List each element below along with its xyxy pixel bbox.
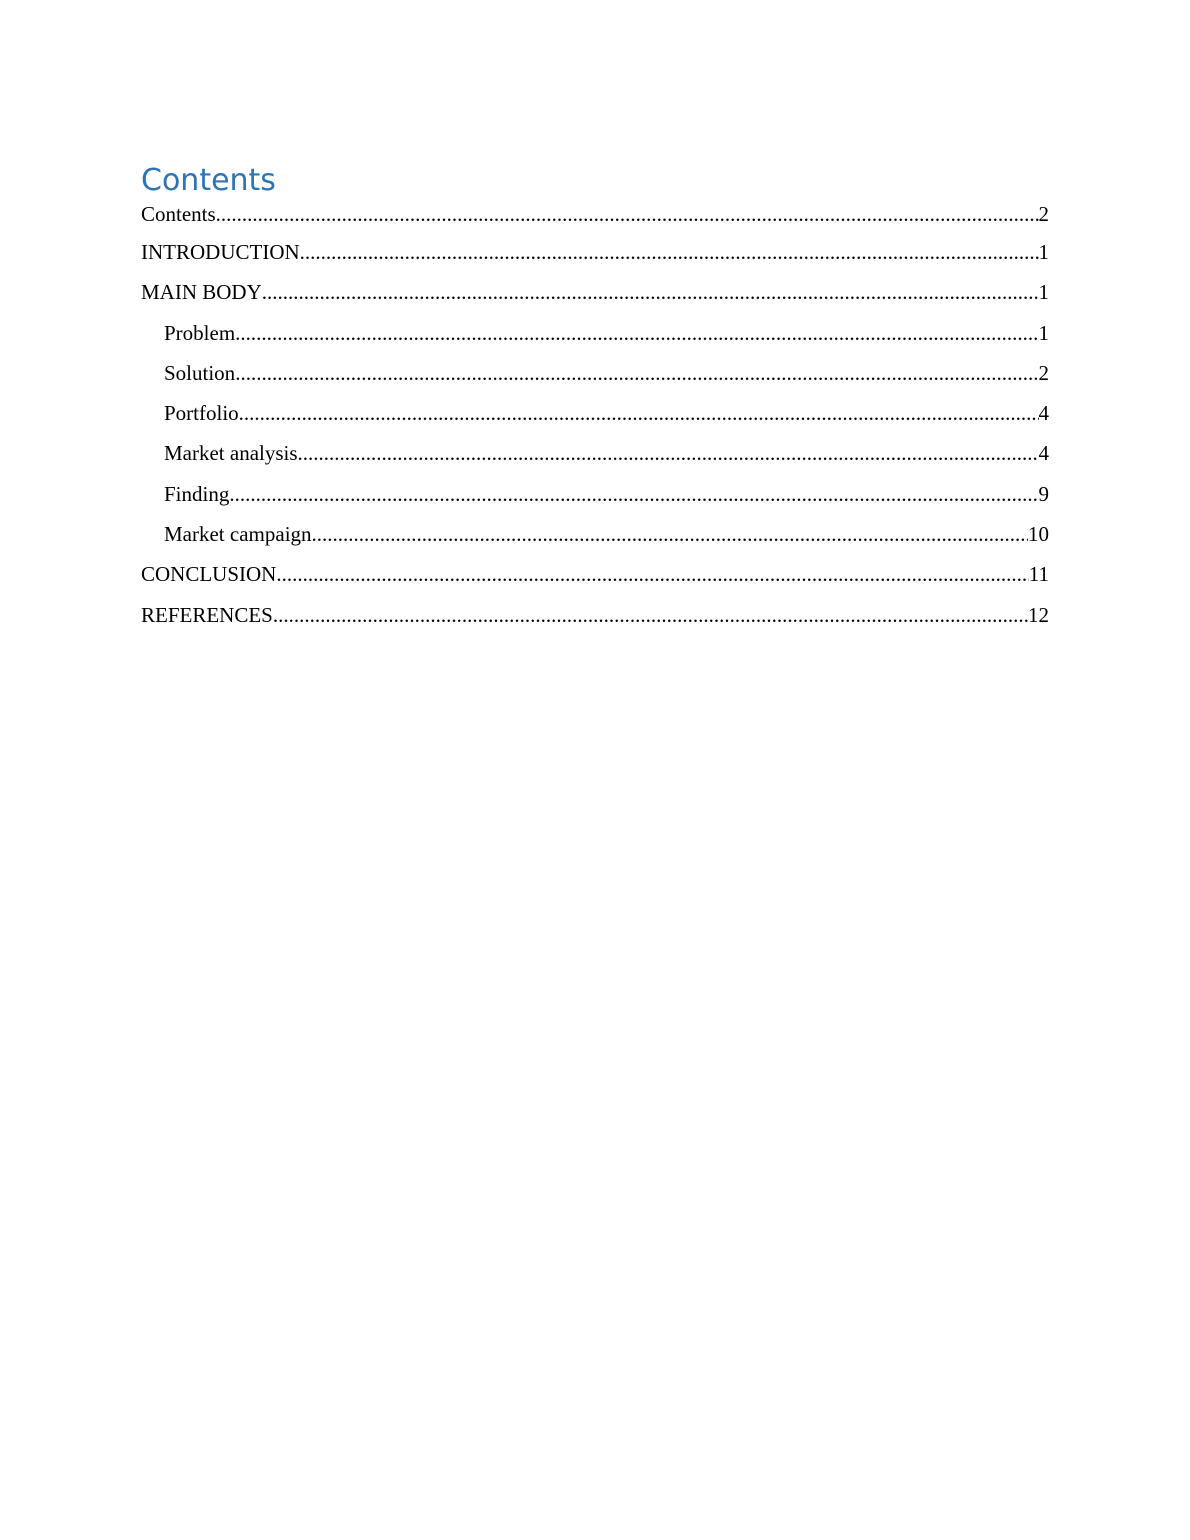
toc-entry-introduction[interactable] <box>141 240 1049 280</box>
toc-entry-market-analysis[interactable] <box>141 441 1049 481</box>
toc-entry-label: Solution <box>164 360 236 385</box>
toc-page-number: 11 <box>1028 562 1049 587</box>
toc-entry-label: MAIN BODY <box>141 280 262 305</box>
toc-dot-leader <box>229 482 1038 507</box>
toc-entry-label: Finding <box>164 481 230 506</box>
toc-heading: Contents <box>141 163 276 198</box>
toc-entry-conclusion[interactable] <box>141 562 1049 602</box>
toc-entry-references[interactable] <box>141 603 1049 643</box>
toc-entry-label: REFERENCES <box>141 602 273 627</box>
toc-page-number: 1 <box>1038 280 1049 305</box>
toc-entry-contents[interactable] <box>141 202 1049 240</box>
toc-entry-problem[interactable] <box>141 321 1049 361</box>
toc-dot-leader <box>273 603 1028 628</box>
toc-dot-leader <box>298 441 1039 466</box>
toc-entry-label: Problem <box>164 320 236 345</box>
toc-entry-label: Market analysis <box>164 441 298 466</box>
toc-page-number: 1 <box>1038 320 1049 345</box>
toc-dot-leader <box>262 280 1039 305</box>
toc-entry-label: Contents <box>141 202 216 226</box>
toc-entry-market-campaign[interactable] <box>141 522 1049 562</box>
toc-entry-portfolio[interactable] <box>141 401 1049 441</box>
toc-dot-leader <box>216 202 1039 227</box>
toc-dot-leader <box>300 240 1039 265</box>
toc-entry-label: Portfolio <box>164 401 239 426</box>
toc-page-number: 1 <box>1038 240 1049 264</box>
toc-entry-solution[interactable] <box>141 361 1049 401</box>
toc-list <box>141 202 1049 643</box>
toc-entry-finding[interactable] <box>141 482 1049 522</box>
toc-entry-label: CONCLUSION <box>141 562 277 587</box>
toc-page-number: 2 <box>1038 360 1049 385</box>
toc-entry-label: INTRODUCTION <box>141 240 300 264</box>
toc-page-number: 4 <box>1038 401 1049 426</box>
toc-entry-main-body[interactable] <box>141 280 1049 320</box>
toc-dot-leader <box>276 562 1028 587</box>
toc-entry-label: Market campaign <box>164 522 312 547</box>
toc-dot-leader <box>239 401 1039 426</box>
toc-dot-leader <box>312 522 1028 547</box>
toc-dot-leader <box>235 321 1038 346</box>
toc-page-number: 12 <box>1028 602 1049 627</box>
toc-dot-leader <box>235 361 1038 386</box>
toc-page-number: 10 <box>1028 522 1049 547</box>
toc-page-number: 4 <box>1038 441 1049 466</box>
toc-page-number: 2 <box>1038 202 1049 226</box>
table-of-contents <box>141 160 1049 643</box>
toc-page-number: 9 <box>1038 481 1049 506</box>
